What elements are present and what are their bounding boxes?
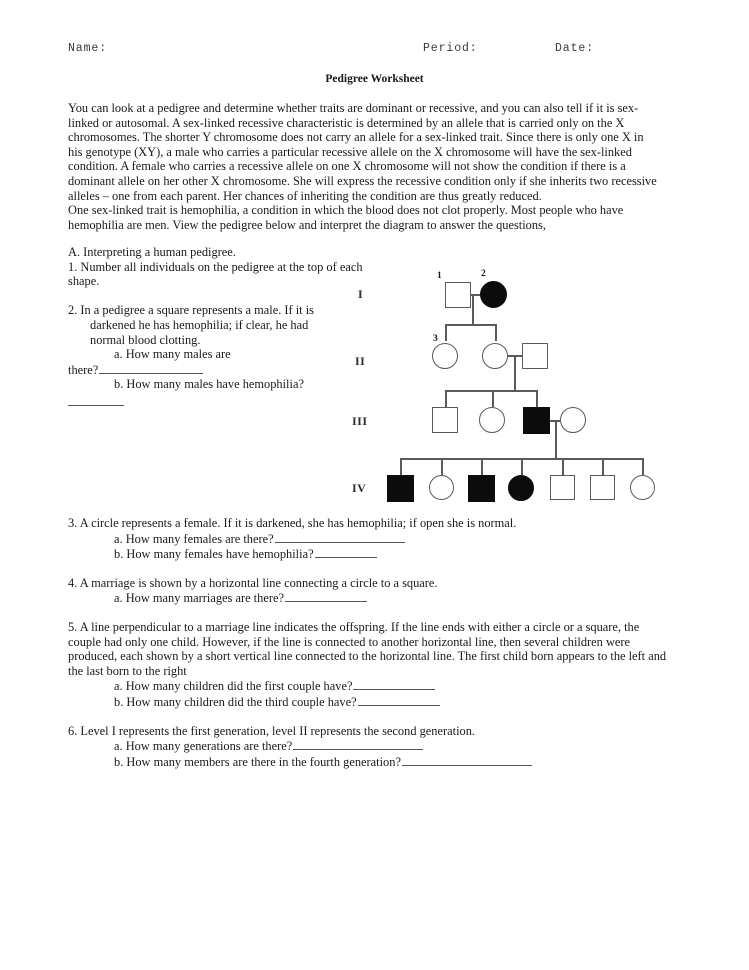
question-3: 3. A circle represents a female. If it is darkened, she has hemophilia; if open she is normal. bbox=[68, 516, 517, 530]
question-2b-text: b. How many males have hemophilia? bbox=[114, 377, 304, 392]
question-6: 6. Level I represents the first generation, level II represents the second generation. bbox=[68, 723, 476, 738]
descent-line-2 bbox=[514, 355, 516, 390]
gen1-male-1[interactable] bbox=[445, 282, 471, 308]
question-2-line-2: darkened he has hemophilia; if clear, he had bbox=[90, 317, 309, 332]
question-2-line-1: 2. In a pedigree a square represents a male. If it is bbox=[68, 303, 314, 318]
question-4a-row bbox=[68, 590, 668, 606]
name-field-label: Name: bbox=[68, 42, 108, 55]
gen3-female-9[interactable] bbox=[560, 407, 586, 433]
sibship-drop-3-7 bbox=[642, 458, 644, 475]
question-2a-answer-row bbox=[68, 362, 368, 378]
sibship-drop-2-1 bbox=[445, 390, 447, 407]
intro-text bbox=[68, 101, 660, 232]
gen2-male-5[interactable] bbox=[522, 343, 548, 369]
sibship-drop-3-5 bbox=[562, 458, 564, 475]
generation-label-I: I bbox=[358, 287, 364, 301]
question-2a-text-continued: there? bbox=[68, 362, 99, 377]
questions-column-left bbox=[68, 245, 368, 406]
sibship-drop-3-3 bbox=[481, 458, 483, 475]
individual-number-1: 1 bbox=[437, 271, 442, 281]
descent-line-3 bbox=[555, 420, 557, 458]
question-4: 4. A marriage is shown by a horizontal line connecting a circle to a square. bbox=[68, 575, 438, 590]
sibship-bar-2 bbox=[445, 390, 537, 392]
question-5a-text: a. How many children did the first couple have? bbox=[114, 679, 353, 694]
question-1: 1. Number all individuals on the pedigree at the top of each shape. bbox=[68, 259, 363, 289]
gen3-female-7[interactable] bbox=[479, 407, 505, 433]
gen4-female-13-affected[interactable] bbox=[508, 475, 534, 501]
question-6b-text: b. How many members are there in the fourth generation? bbox=[114, 754, 401, 769]
question-6a-text: a. How many generations are there? bbox=[114, 739, 293, 754]
generation-label-IV: IV bbox=[352, 481, 367, 495]
sibship-drop-3-1 bbox=[400, 458, 402, 475]
sibship-drop-3-4 bbox=[521, 458, 523, 475]
question-5b-answer-blank[interactable] bbox=[358, 694, 440, 706]
question-5b-row bbox=[68, 694, 668, 710]
gen4-female-16[interactable] bbox=[630, 475, 655, 500]
question-3a-row bbox=[68, 531, 668, 547]
gen4-male-15[interactable] bbox=[590, 475, 615, 500]
pedigree-diagram bbox=[340, 262, 670, 512]
question-2-line-3: normal blood clotting. bbox=[90, 332, 201, 347]
generation-label-III: III bbox=[352, 414, 368, 428]
sibship-bar-1 bbox=[445, 324, 495, 326]
question-5a-row bbox=[68, 678, 668, 694]
question-5-block bbox=[68, 620, 668, 710]
question-2a-text: a. How many males are bbox=[114, 347, 231, 362]
question-3b-text: b. How many females have hemophilia? bbox=[114, 547, 314, 562]
intro-paragraph-1: You can look at a pedigree and determine whether traits are dominant or recessive, and you can also tell if it is sex-linked or autosomal. A sex-linked recessive characteristic is determined by an allele that is carried only on the X chromosomes. The shorter Y chromosome does not carry an allele for a sex-linked trait. Since there is only one X in his genotype (XY), a male who carries a particular recessive allele on the X chromosome will have the sex-linked condition. A female who carries a recessive allele on one X chromosome will not show the condition if there is a dominant allele on her other X chromosome. She will express the recessive condition only if she inherits two recessive alleles – one from each parent. Her chances of inheriting the condition are thus greatly reduced. bbox=[68, 101, 657, 203]
question-5: 5. A line perpendicular to a marriage line indicates the offspring. If the line ends with either a circle or a square, the couple had only one child. However, if the line is connected to another horizontal line, then several children were produced, each shown by a short vertical line connected to the horizontal line. The first child born appears to the left and the last born to the right bbox=[68, 619, 667, 678]
header-fields bbox=[68, 42, 678, 62]
individual-number-2: 2 bbox=[481, 269, 486, 279]
question-3a-text: a. How many females are there? bbox=[114, 531, 274, 546]
question-3a-answer-blank[interactable] bbox=[275, 531, 405, 543]
question-4a-text: a. How many marriages are there? bbox=[114, 591, 284, 606]
sibship-drop-3-6 bbox=[602, 458, 604, 475]
gen3-male-6[interactable] bbox=[432, 407, 458, 433]
gen2-female-3[interactable] bbox=[432, 343, 458, 369]
question-3b-answer-blank[interactable] bbox=[315, 546, 377, 558]
intro-paragraph-2: One sex-linked trait is hemophilia, a condition in which the blood does not clot properly. Most people who have hemophilia are men. View the pedigree below and interpret the diagram to answer the questions, bbox=[68, 203, 624, 232]
section-a-heading: A. Interpreting a human pedigree. bbox=[68, 245, 236, 259]
gen3-male-8-affected[interactable] bbox=[523, 407, 550, 434]
sibship-drop-1-1 bbox=[445, 324, 447, 341]
question-3b-row bbox=[68, 546, 668, 562]
spacer bbox=[68, 289, 368, 304]
date-field-label: Date: bbox=[555, 42, 595, 55]
descent-line-1 bbox=[472, 294, 474, 324]
question-6b-answer-blank[interactable] bbox=[402, 754, 532, 766]
question-6a-answer-blank[interactable] bbox=[293, 738, 423, 750]
gen4-male-12-affected[interactable] bbox=[468, 475, 495, 502]
question-2b-answer-blank[interactable] bbox=[68, 394, 124, 406]
sibship-drop-2-3 bbox=[536, 390, 538, 407]
question-2a-answer-blank[interactable] bbox=[99, 362, 203, 374]
sibship-drop-2-2 bbox=[492, 390, 494, 407]
gen1-female-2-affected[interactable] bbox=[480, 281, 507, 308]
question-3-block bbox=[68, 516, 668, 562]
gen4-male-10-affected[interactable] bbox=[387, 475, 414, 502]
gen4-male-14[interactable] bbox=[550, 475, 575, 500]
question-6a-row bbox=[68, 738, 668, 754]
question-6-block bbox=[68, 724, 668, 770]
generation-label-II: II bbox=[355, 354, 366, 368]
sibship-drop-1-2 bbox=[495, 324, 497, 341]
page-title: Pedigree Worksheet bbox=[325, 73, 424, 85]
individual-number-3: 3 bbox=[433, 334, 438, 344]
question-5a-answer-blank[interactable] bbox=[353, 678, 435, 690]
gen2-female-4[interactable] bbox=[482, 343, 508, 369]
question-6b-row bbox=[68, 754, 668, 770]
question-4-block bbox=[68, 576, 668, 606]
gen4-female-11[interactable] bbox=[429, 475, 454, 500]
questions-lower bbox=[68, 516, 668, 783]
period-field-label: Period: bbox=[423, 42, 478, 55]
question-4a-answer-blank[interactable] bbox=[285, 590, 367, 602]
sibship-drop-3-2 bbox=[441, 458, 443, 475]
question-5b-text: b. How many children did the third couple have? bbox=[114, 694, 357, 709]
